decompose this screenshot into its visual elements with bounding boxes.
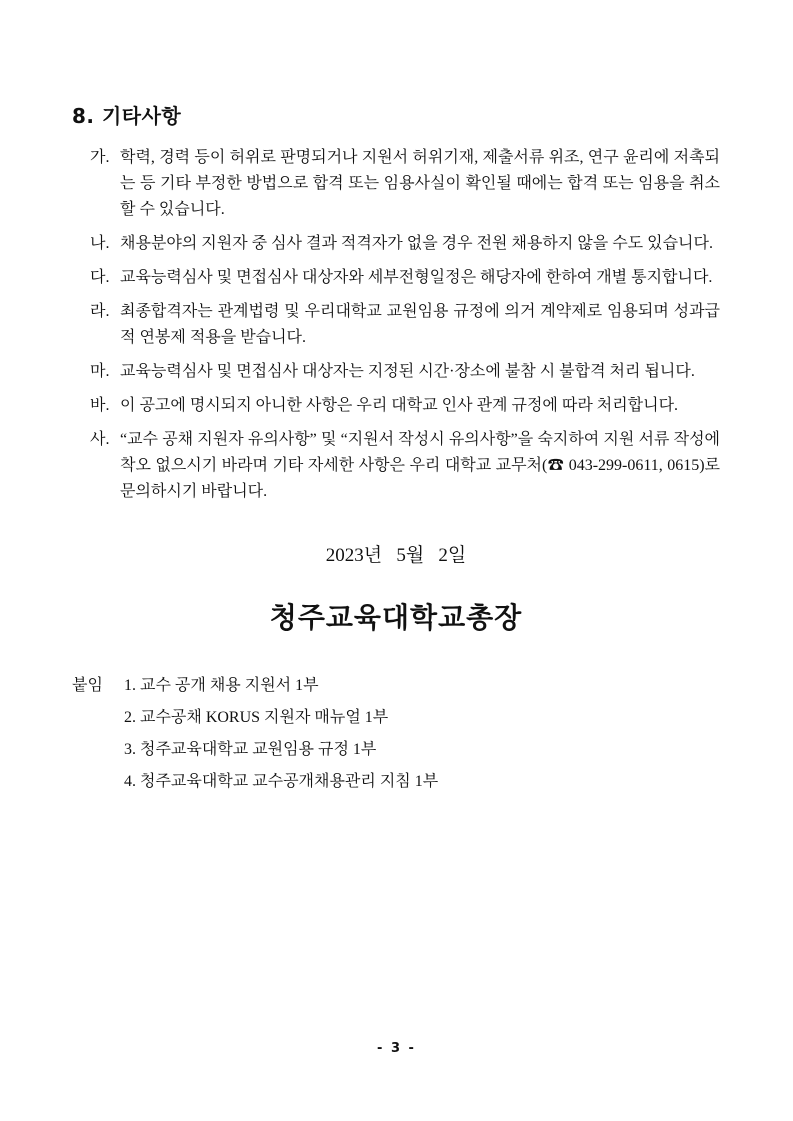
- item-text: 학력, 경력 등이 허위로 판명되거나 지원서 허위기재, 제출서류 위조, 연구 윤리에 저촉되는 등 기타 부정한 방법으로 합격 또는 임용사실이 확인될 때에는 합격 또는 임용을 취소할 수 있습니다.: [120, 149, 720, 218]
- page-number: - 3 -: [377, 1041, 416, 1056]
- list-item-ma: [72, 359, 720, 385]
- item-text: “교수 공채 지원자 유의사항” 및 “지원서 작성시 유의사항”을 숙지하여 지원 서류 작성에 착오 없으시기 바라며 기타 자세한 사항은 우리 대학교 교무처(☎ 043-299-0611, 0615)로 문의하시기 바랍니다.: [120, 431, 720, 500]
- list-item-na: [72, 231, 720, 257]
- document-content: [72, 100, 720, 798]
- item-label: 나.: [90, 235, 110, 252]
- item-label: 마.: [90, 363, 110, 380]
- section-heading: 8. 기타사항: [72, 104, 182, 128]
- list-item-da: [72, 265, 720, 291]
- date-line: 2023년 5월 2일: [325, 545, 467, 566]
- attachments-block: [72, 670, 720, 798]
- attachment-item: 4. 청주교육대학교 교수공개채용관리 지침 1부: [124, 773, 439, 790]
- attachments-label: 붙임: [72, 677, 103, 694]
- item-text: 교육능력심사 및 면접심사 대상자는 지정된 시간·장소에 불참 시 불합격 처리 됩니다.: [120, 363, 695, 380]
- list-item-ba: [72, 393, 720, 419]
- item-label: 다.: [90, 269, 110, 286]
- attachment-item: 2. 교수공채 KORUS 지원자 매뉴얼 1부: [124, 709, 389, 726]
- item-label: 라.: [90, 303, 110, 320]
- signature-line: 청주교육대학교총장: [269, 601, 523, 634]
- list-item-ra: [72, 299, 720, 351]
- item-text: 최종합격자는 관계법령 및 우리대학교 교원임용 규정에 의거 계약제로 임용되며 성과급적 연봉제 적용을 받습니다.: [120, 303, 720, 346]
- attachment-item: 3. 청주교육대학교 교원임용 규정 1부: [124, 741, 377, 758]
- list-item-ga: [72, 145, 720, 223]
- list-item-sa: [72, 427, 720, 505]
- item-label: 가.: [90, 149, 110, 166]
- attachments-list: [124, 670, 720, 798]
- item-text: 교육능력심사 및 면접심사 대상자와 세부전형일정은 해당자에 한하여 개별 통지합니다.: [120, 269, 713, 286]
- item-label: 사.: [90, 431, 110, 448]
- section-item-list: [72, 145, 720, 505]
- item-text: 이 공고에 명시되지 아니한 사항은 우리 대학교 인사 관계 규정에 따라 처리합니다.: [120, 397, 679, 414]
- item-label: 바.: [90, 397, 110, 414]
- item-text: 채용분야의 지원자 중 심사 결과 적격자가 없을 경우 전원 채용하지 않을 수도 있습니다.: [120, 235, 713, 252]
- attachment-item: 1. 교수 공개 채용 지원서 1부: [124, 677, 319, 694]
